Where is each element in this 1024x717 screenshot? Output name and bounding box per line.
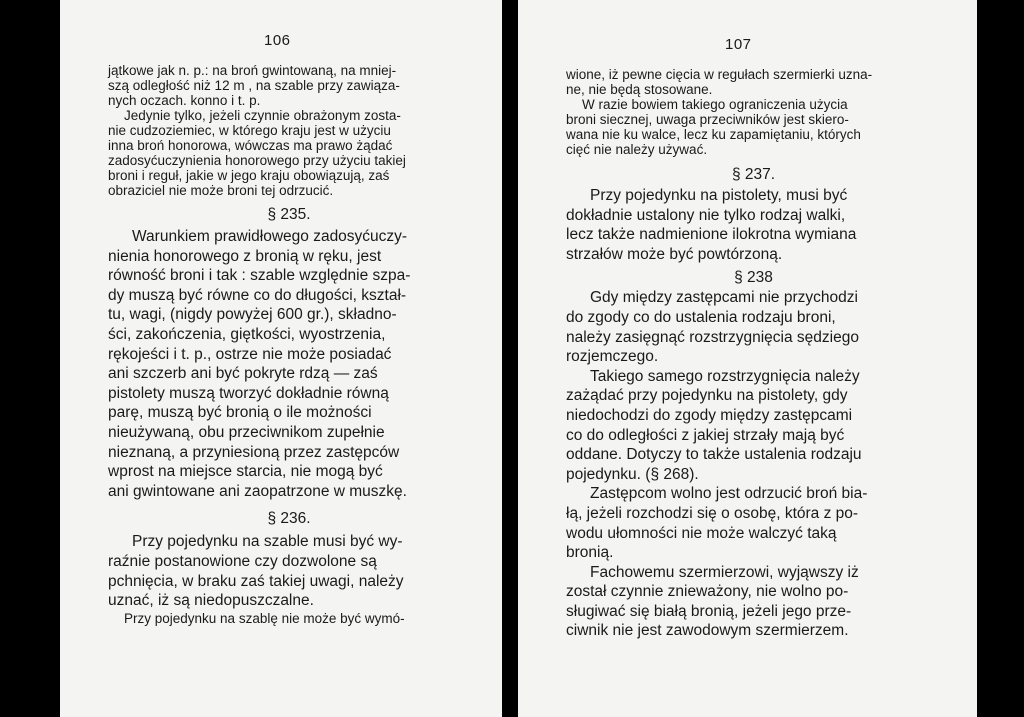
left-page bbox=[60, 0, 502, 717]
paragraph: jątkowe jak n. p.: na broń gwintowaną, na mniej- szą odległość niż 12 m , na szable przy zawiąza- nych oczach. konno i t. p. bbox=[108, 63, 400, 108]
paragraph: Warunkiem prawidłowego zadosyćuczy- nienia honorowego z bronią w ręku, jest równość broni i tak : szable względnie szpa- dy muszą być równe co do długości, kształ- tu, wagi, (nigdy powyżej 600 gr.), składno- ści, zakończenia, giętkości, wyostrzenia, rękojeści i t. p., ostrze nie może posiadać ani szczerb ani być pokryte rdzą — zaś pistolety muszą tworzyć dokładnie równą parę, muszą być bronią o ile możności nieużywaną, obu przeciwnikom zupełnie nieznaną, a przyniesioną przez zastępców wprost na miejsce starcia, nie mogą być ani gwintowane ani zaopatrzone w muszkę. bbox=[108, 228, 411, 500]
right-page bbox=[518, 0, 977, 717]
page-number: 107 bbox=[725, 36, 752, 53]
section-heading-237: § 237. bbox=[731, 166, 776, 183]
paragraph: Jedynie tylko, jeżeli czynnie obrażonym zosta- nie cudzoziemiec, w którego kraju jest w użyciu inna broń honorowa, wówczas ma prawo żądać zadosyćuczynienia honorowego przy użyciu takiej broni i reguł, jakie w jego kraju obowiązują, zaś obraziciel nie może broni tej odrzucić. bbox=[108, 108, 406, 198]
paragraph: Gdy między zastępcami nie przychodzi do zgody co do ustalenia rodzaju broni, należy zasięgnąć rozstrzygnięcia sędziego rozjemczego. bbox=[566, 289, 859, 366]
section-heading-236: § 236. bbox=[267, 510, 311, 528]
paragraph: wione, iż pewne cięcia w regułach szermierki uzna- ne, nie będą stosowane. bbox=[566, 67, 873, 97]
paragraph: Przy pojedynku na szablę nie może być wymó- bbox=[124, 610, 405, 626]
text-column bbox=[566, 67, 941, 641]
paragraph: Fachowemu szermierzowi, wyjąwszy iż został czynnie znieważony, nie wolno po- sługiwać się białą bronią, jeżeli jego prze- ciwnik nie jest zawodowym szermierzem. bbox=[566, 563, 859, 640]
text-column bbox=[108, 63, 470, 627]
paragraph: Przy pojedynku na pistolety, musi być dokładnie ustalony nie tylko rodzaj walki, lecz także nadmienione ilokrotna wymiana strzałów może być powtórzoną. bbox=[566, 187, 857, 263]
paragraph: Przy pojedynku na szable musi być wy- raźnie postanowione czy dozwolone są pchnięcia, w braku zaś takiej uwagi, należy uznać, iż są niedopuszczalne. bbox=[108, 533, 404, 610]
section-heading-235: § 235. bbox=[267, 206, 311, 223]
page-number: 106 bbox=[264, 32, 291, 49]
paragraph: Zastępcom wolno jest odrzucić broń bia- łą, jeżeli rozchodzi się o osobę, która z po- wodu ułomności nie może walczyć taką bronią. bbox=[566, 485, 868, 562]
section-heading-238: § 238 bbox=[734, 269, 773, 287]
paragraph: Takiego samego rozstrzygnięcia należy zażądać przy pojedynku na pistolety, gdy niedochodzi do zgody między zastępcami co do odległości z jakiej strzały mają być oddane. Dotyczy to także ustalenia rodzaju pojedynku. (§ 268). bbox=[566, 367, 862, 483]
paragraph: W razie bowiem takiego ograniczenia użycia broni siecznej, uwaga przeciwników jest skiero- wana nie ku walce, lecz ku zapamiętaniu, których cięć nie należy używać. bbox=[566, 97, 861, 157]
